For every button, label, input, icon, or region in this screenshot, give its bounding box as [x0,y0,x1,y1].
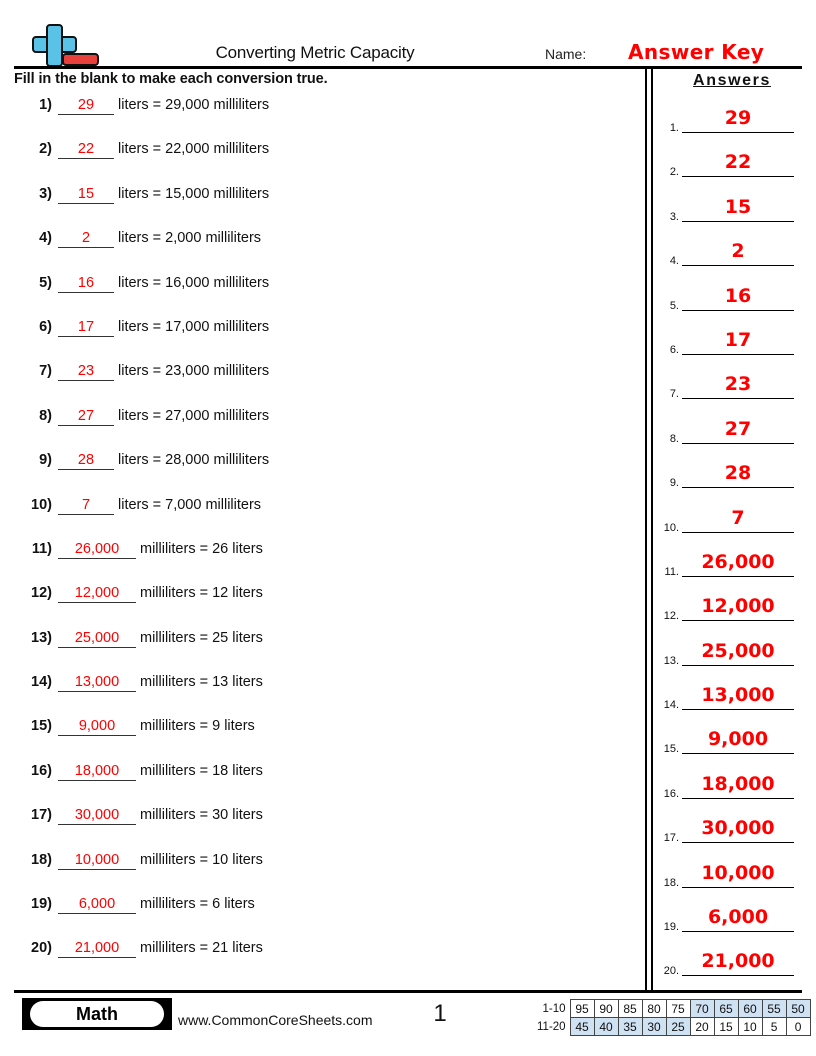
answer-blank[interactable]: 28 [58,451,114,470]
answer-value: 6,000 [682,902,794,932]
answer-blank[interactable]: 26,000 [58,540,136,559]
question-text: liters = 16,000 milliliters [118,274,270,291]
question-text: milliliters = 13 liters [140,674,263,691]
question-row [0,762,640,806]
score-range-label: 11-20 [537,1020,566,1033]
answer-blank[interactable]: 10,000 [58,851,136,870]
answer-row [653,501,816,545]
answer-row [653,900,816,944]
column-divider-left [645,68,647,990]
question-text: milliliters = 30 liters [140,807,263,824]
question-text: milliliters = 21 liters [140,940,263,957]
score-table-body [536,1000,810,1036]
answer-value: 13,000 [682,680,794,710]
score-cell: 0 [786,1018,810,1036]
score-cell: 65 [714,1000,738,1018]
answer-number: 18. [663,876,679,889]
answer-value: 2 [682,236,794,266]
answer-value: 26,000 [682,547,794,577]
answer-value: 23 [682,369,794,399]
answer-blank[interactable]: 17 [58,318,114,337]
answers-panel-title: Answers [693,72,771,89]
questions-list [0,96,640,984]
answer-blank[interactable]: 21,000 [58,939,136,958]
score-table-row [536,1018,810,1036]
score-cell: 25 [666,1018,690,1036]
answer-blank[interactable]: 29 [58,96,114,115]
question-number: 10) [31,496,52,513]
answer-value: 28 [682,458,794,488]
question-row [0,407,640,451]
question-number: 19) [31,896,52,913]
score-table [536,999,811,1036]
answer-number: 14. [663,699,679,712]
answer-number: 10. [663,521,679,534]
question-text: liters = 17,000 milliliters [118,318,270,335]
score-cell: 80 [642,1000,666,1018]
question-number: 18) [31,851,52,868]
score-cell: 90 [594,1000,618,1018]
score-cell: 5 [762,1018,786,1036]
question-row [0,318,640,362]
question-text: liters = 7,000 milliliters [118,496,262,513]
question-number: 4) [39,230,52,247]
answer-row [653,944,816,988]
score-cell: 50 [786,1000,810,1018]
score-cell: 20 [690,1018,714,1036]
question-row [0,851,640,895]
question-number: 13) [31,629,52,646]
answer-row [653,678,816,722]
answer-blank[interactable]: 2 [58,229,114,248]
question-number: 3) [39,185,52,202]
worksheet-header [0,0,816,68]
answer-value: 27 [682,414,794,444]
answer-row [653,101,816,145]
answer-blank[interactable]: 6,000 [58,895,136,914]
answer-number: 4. [669,255,679,268]
answer-row [653,145,816,189]
footer-divider-rule [14,990,802,993]
answer-blank[interactable]: 13,000 [58,673,136,692]
answer-row [653,367,816,411]
score-cell: 15 [714,1018,738,1036]
answer-blank[interactable]: 12,000 [58,584,136,603]
answer-value: 10,000 [682,858,794,888]
answer-number: 11. [664,565,679,578]
answer-blank[interactable]: 23 [58,362,114,381]
answer-blank[interactable]: 9,000 [58,717,136,736]
question-number: 14) [31,674,52,691]
question-number: 7) [39,363,52,380]
question-row [0,451,640,495]
question-text: milliliters = 25 liters [140,629,263,646]
question-row [0,362,640,406]
answer-row [653,589,816,633]
answer-blank[interactable]: 25,000 [58,629,136,648]
question-text: milliliters = 18 liters [140,762,263,779]
answer-value: 7 [682,503,794,533]
answer-row [653,234,816,278]
question-number: 17) [31,807,52,824]
score-cell: 55 [762,1000,786,1018]
question-text: liters = 15,000 milliliters [118,185,270,202]
subject-badge [22,998,172,1030]
question-text: milliliters = 26 liters [140,540,263,557]
subject-badge-label: Math [30,1001,164,1027]
answer-row [653,323,816,367]
score-cell: 40 [594,1018,618,1036]
name-label: Name: [545,46,587,62]
question-row [0,629,640,673]
answer-value: 15 [682,192,794,222]
question-number: 8) [39,407,52,424]
question-row [0,584,640,628]
question-row [0,895,640,939]
answer-value: 21,000 [682,946,794,976]
score-range-label: 1-10 [542,1002,566,1015]
answer-value: 17 [682,325,794,355]
answer-value: 9,000 [682,724,794,754]
question-number: 5) [39,274,52,291]
answer-value: 22 [682,147,794,177]
answer-blank[interactable]: 22 [58,140,114,159]
question-row [0,229,640,273]
question-row [0,96,640,140]
answer-value: 29 [682,103,794,133]
score-table-row [536,1000,810,1018]
answer-value: 18,000 [682,769,794,799]
answer-value: 12,000 [682,591,794,621]
question-row [0,185,640,229]
score-cell: 60 [738,1000,762,1018]
instructions-text: Fill in the blank to make each conversion true. [14,71,328,87]
question-number: 20) [31,940,52,957]
answer-number: 12. [663,610,679,623]
question-text: liters = 22,000 milliliters [118,141,270,158]
score-cell: 85 [618,1000,642,1018]
score-cell: 45 [570,1018,594,1036]
question-row [0,496,640,540]
answer-row [653,767,816,811]
question-number: 2) [39,141,52,158]
question-text: liters = 28,000 milliliters [118,452,270,469]
answer-number: 2. [669,166,679,179]
question-row [0,939,640,983]
answer-blank[interactable]: 18,000 [58,762,136,781]
question-row [0,673,640,717]
answer-number: 3. [669,210,679,223]
answer-number: 19. [663,921,679,934]
question-text: milliliters = 9 liters [140,718,255,735]
question-number: 15) [31,718,52,735]
answer-number: 17. [663,832,679,845]
question-text: milliliters = 6 liters [140,896,255,913]
answer-number: 20. [663,965,679,978]
answer-row [653,456,816,500]
question-row [0,540,640,584]
question-text: milliliters = 12 liters [140,585,263,602]
answer-blank[interactable]: 30,000 [58,806,136,825]
answer-row [653,279,816,323]
page-number: 1 [433,1000,447,1027]
question-number: 12) [31,585,52,602]
question-text: liters = 29,000 milliliters [118,97,270,113]
question-text: liters = 2,000 milliliters [118,230,262,247]
question-number: 1) [39,97,52,113]
answer-number: 16. [663,787,679,800]
answer-blank[interactable]: 15 [58,185,114,204]
answer-row [653,412,816,456]
score-cell: 10 [738,1018,762,1036]
answer-row [653,722,816,766]
answer-number: 15. [663,743,679,756]
answer-row [653,545,816,589]
score-cell: 30 [642,1018,666,1036]
answer-row [653,634,816,678]
answer-blank[interactable]: 16 [58,274,114,293]
answer-row [653,190,816,234]
answer-number: 8. [669,432,679,445]
question-number: 16) [31,762,52,779]
question-row [0,140,640,184]
question-row [0,806,640,850]
answers-list [653,101,816,989]
answer-row [653,856,816,900]
score-cell: 35 [618,1018,642,1036]
page-title: Converting Metric Capacity [215,43,415,62]
answer-number: 1. [669,122,679,134]
site-url: www.CommonCoreSheets.com [178,1012,373,1028]
answer-number: 13. [663,654,679,667]
score-cell: 70 [690,1000,714,1018]
question-row [0,274,640,318]
question-text: milliliters = 10 liters [140,851,263,868]
question-number: 6) [39,318,52,335]
name-value: Answer Key [628,40,765,64]
question-text: liters = 27,000 milliliters [118,407,270,424]
answer-number: 7. [669,388,679,401]
score-cell: 95 [570,1000,594,1018]
answer-row [653,811,816,855]
answer-number: 6. [669,343,679,356]
question-row [0,717,640,761]
question-number: 11) [31,540,52,557]
answers-panel [653,68,816,990]
answer-number: 9. [669,477,679,490]
answer-blank[interactable]: 7 [58,496,114,515]
question-text: liters = 23,000 milliliters [118,363,270,380]
answer-value: 25,000 [682,636,794,666]
answer-blank[interactable]: 27 [58,407,114,426]
answer-value: 16 [682,281,794,311]
question-number: 9) [39,452,52,469]
score-cell: 75 [666,1000,690,1018]
answer-value: 30,000 [682,813,794,843]
answer-number: 5. [669,299,679,312]
